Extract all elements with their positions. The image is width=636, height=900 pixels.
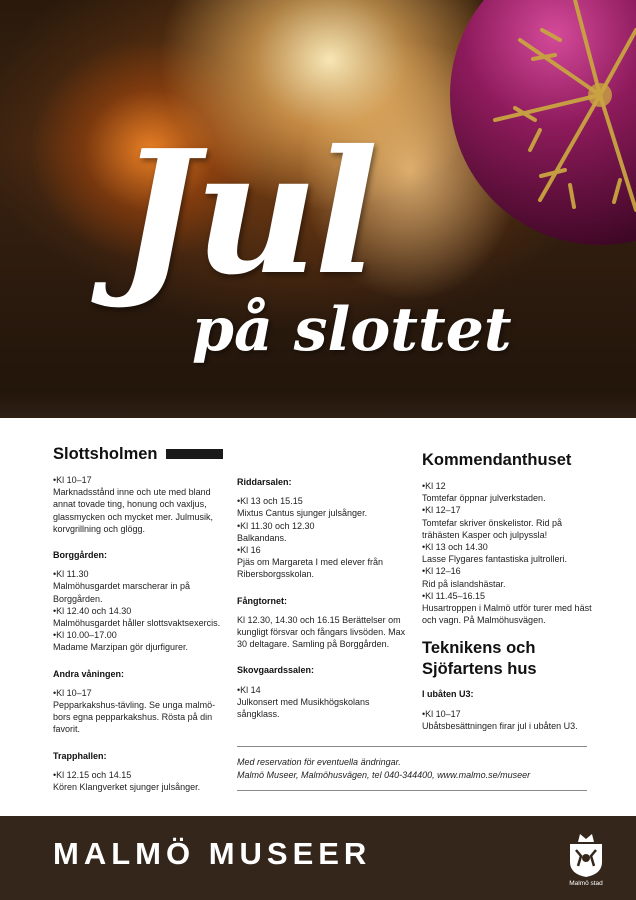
item-time: • Kl 11.30 och 12.30: [237, 520, 407, 532]
list-item: [53, 629, 223, 653]
item-time: • Kl 11.45–16.15: [422, 590, 597, 602]
kommendanthuset-column: [422, 450, 597, 732]
item-text: Pepparkakshus-tävling. Se unga malmö-bors egna pepparkakshus. Rösta på din favorit.: [53, 700, 216, 735]
item-text: Madame Marzipan gör djurfigurer.: [53, 642, 189, 653]
item-time: • Kl 13 och 15.15: [237, 495, 407, 507]
item-time: • Kl 16: [237, 544, 407, 556]
reservation-note: [237, 756, 597, 783]
item-time: • Kl 12.40 och 14.30: [53, 605, 223, 617]
item-text: Pjäs om Margareta I med elever från Ribersborgsskolan.: [237, 557, 384, 580]
note-line: Med reservation för eventuella ändringar.: [237, 757, 401, 767]
divider: [237, 746, 587, 747]
item-text: Mixtus Cantus sjunger julsånger.: [237, 508, 368, 519]
item-text: Kl 12.30, 14.30 och 16.15 Berättelser om kungligt försvar och fångars livsöden. Max 30 deltagare. Samling på Borggården.: [237, 614, 406, 650]
list-item: [422, 504, 597, 541]
section-heading: Trapphallen:: [53, 750, 107, 761]
slottsholmen-header: [53, 444, 223, 464]
section-heading: Skovgaardssalen:: [237, 665, 315, 676]
slottsholmen-column: [53, 444, 223, 793]
program-content: [0, 418, 636, 816]
section-heading: Andra våningen:: [53, 668, 125, 679]
item-text: Rid på islandshästar.: [422, 578, 506, 589]
list-item: [53, 474, 223, 535]
item-text: Malmöhusgardet marscherar in på Borggården.: [53, 581, 191, 604]
item-time: • Kl 10–17: [53, 474, 223, 486]
item-time: • Kl 13 och 14.30: [422, 541, 597, 553]
list-item: [237, 544, 407, 581]
list-item: [237, 520, 407, 544]
item-time: • Kl 12–16: [422, 565, 597, 577]
item-text: Ubåtsbesättningen firar jul i ubåten U3.: [422, 720, 578, 731]
list-item: [422, 708, 597, 732]
middle-column: [237, 476, 407, 720]
footer: [0, 816, 636, 900]
section-heading: I ubåten U3:: [422, 689, 474, 700]
item-text: Kören Klangverket sjunger julsånger.: [53, 782, 201, 793]
item-text: Lasse Flygares fantastiska jultrolleri.: [422, 554, 568, 565]
list-item: [53, 769, 223, 793]
list-item: [237, 684, 407, 721]
item-time: • Kl 11.30: [53, 568, 223, 580]
list-item: [53, 568, 223, 605]
item-time: • Kl 12: [422, 480, 597, 492]
city-name: Malmö stad: [569, 880, 603, 887]
item-text: Tomtefar skriver önskelistor. Rid på trähästen Kasper och julpyssla!: [422, 517, 563, 540]
hero-bottom-band: [0, 392, 636, 418]
poster-title: Jul: [118, 113, 375, 313]
heading-bar: [166, 449, 223, 459]
item-text: Husartroppen i Malmö utför turer med häst och vagn. På Malmöhusvägen.: [422, 603, 592, 626]
slottsholmen-heading: Slottsholmen: [53, 445, 158, 463]
item-text: Malmöhusgardet håller slottsvaktsexercis.: [53, 618, 221, 629]
contact-line: Malmö Museer, Malmöhusvägen, tel 040-344400, www.malmo.se/museer: [237, 770, 531, 781]
list-item: [422, 590, 597, 627]
section-heading: Borggården:: [53, 550, 107, 561]
item-time: • Kl 10–17: [422, 708, 597, 720]
teknikens-heading: Teknikens och Sjöfartens hus: [422, 639, 537, 679]
item-text: Marknadsstånd inne och ute med bland annat tovade ting, honung och vaxljus, glassmycken och mycket mer. Julmusik, korvgrillning och glögg.: [53, 487, 214, 534]
list-item: [237, 495, 407, 519]
hero-banner: [0, 0, 636, 418]
item-time: • Kl 10–17: [53, 687, 223, 699]
item-text: Balkandans.: [237, 532, 287, 543]
list-item: [53, 605, 223, 629]
item-time: • Kl 12–17: [422, 504, 597, 516]
list-item: [53, 687, 223, 736]
footer-title: MALMÖ MUSEER: [53, 836, 372, 871]
city-crest-icon: [566, 830, 606, 878]
kommendanthuset-heading: Kommendanthuset: [422, 451, 572, 469]
item-time: • Kl 10.00–17.00: [53, 629, 223, 641]
item-time: • Kl 14: [237, 684, 407, 696]
list-item: [422, 541, 597, 565]
divider: [237, 790, 587, 791]
item-text: Tomtefar öppnar julverkstaden.: [422, 493, 546, 504]
list-item: [422, 480, 597, 504]
section-heading: Fångtornet:: [237, 595, 287, 606]
section-heading: Riddarsalen:: [237, 477, 292, 487]
list-item: [237, 614, 407, 651]
item-text: Julkonsert med Musikhögskolans sångklass.: [237, 696, 370, 720]
list-item: [422, 565, 597, 589]
poster-subtitle: på slottet: [192, 295, 512, 365]
item-time: • Kl 12.15 och 14.15: [53, 769, 223, 781]
